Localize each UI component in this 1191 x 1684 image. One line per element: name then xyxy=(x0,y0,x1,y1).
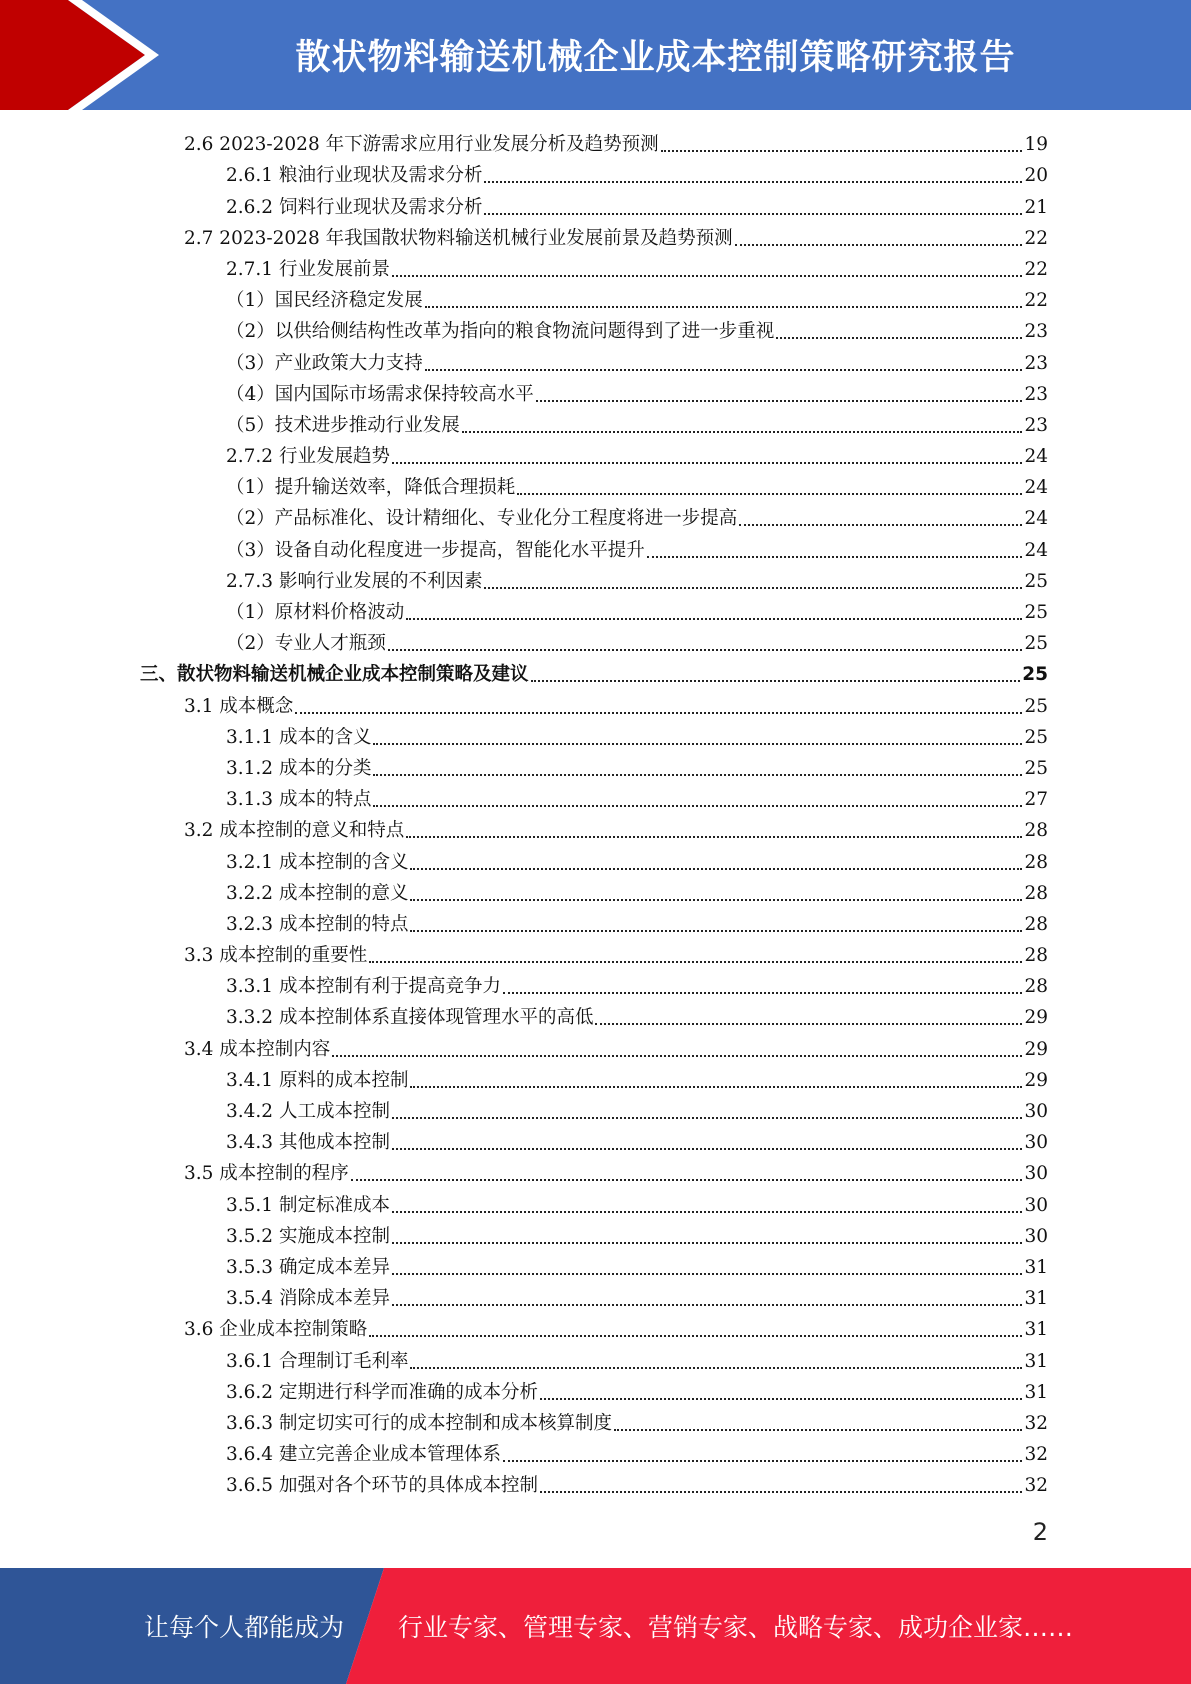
toc-entry[interactable] xyxy=(140,1093,1048,1124)
toc-entry-label: 3.6.1 合理制订毛利率 xyxy=(226,1350,409,1372)
toc-leader-dots xyxy=(484,181,1022,183)
toc-entry-label: 3.2.1 成本控制的含义 xyxy=(226,851,409,873)
toc-entry-page: 23 xyxy=(1024,352,1048,374)
toc-entry-label: （2）专业人才瓶颈 xyxy=(226,633,386,655)
toc-entry-label: 3.2.2 成本控制的意义 xyxy=(226,882,409,904)
toc-entry[interactable] xyxy=(140,188,1048,219)
toc-leader-dots xyxy=(410,1367,1022,1369)
toc-entry-label: 3.3.1 成本控制有利于提高竞争力 xyxy=(226,976,501,998)
toc-entry-label: 2.7.3 影响行业发展的不利因素 xyxy=(226,570,483,592)
toc-entry[interactable] xyxy=(140,812,1048,843)
toc-leader-dots xyxy=(462,431,1023,433)
toc-entry[interactable] xyxy=(140,625,1048,656)
toc-entry[interactable] xyxy=(140,407,1048,438)
page-header xyxy=(0,0,1191,110)
toc-entry-page: 24 xyxy=(1024,446,1048,468)
toc-entry[interactable] xyxy=(140,1218,1048,1249)
toc-entry-label: 3.6 企业成本控制策略 xyxy=(184,1319,368,1341)
toc-entry-label: 3.6.5 加强对各个环节的具体成本控制 xyxy=(226,1475,538,1497)
toc-leader-dots xyxy=(531,680,1021,682)
toc-leader-dots xyxy=(410,1086,1022,1088)
toc-entry-page: 23 xyxy=(1024,383,1048,405)
toc-entry[interactable] xyxy=(140,1467,1048,1498)
toc-entry-label: 3.4.1 原料的成本控制 xyxy=(226,1069,409,1091)
toc-entry-page: 31 xyxy=(1024,1288,1048,1310)
toc-entry[interactable] xyxy=(140,251,1048,282)
toc-entry[interactable] xyxy=(140,687,1048,718)
toc-entry-page: 25 xyxy=(1024,695,1048,717)
toc-entry-label: 3.2 成本控制的意义和特点 xyxy=(184,820,405,842)
toc-entry-label: （3）设备自动化程度进一步提高，智能化水平提升 xyxy=(226,539,645,561)
toc-entry-label: （1）提升输送效率，降低合理损耗 xyxy=(226,477,516,499)
toc-entry[interactable] xyxy=(140,1124,1048,1155)
toc-leader-dots xyxy=(351,1179,1023,1181)
toc-entry-page: 23 xyxy=(1024,321,1048,343)
toc-entry[interactable] xyxy=(140,1342,1048,1373)
toc-entry-label: 3.2.3 成本控制的特点 xyxy=(226,913,409,935)
toc-leader-dots xyxy=(406,836,1022,838)
toc-leader-dots xyxy=(425,306,1023,308)
toc-entry-page: 21 xyxy=(1024,196,1048,218)
toc-entry[interactable] xyxy=(140,1062,1048,1093)
toc-entry-page: 32 xyxy=(1024,1412,1048,1434)
toc-entry[interactable] xyxy=(140,1311,1048,1342)
toc-entry[interactable] xyxy=(140,313,1048,344)
toc-entry-page: 24 xyxy=(1024,477,1048,499)
toc-entry-label: （5）技术进步推动行业发展 xyxy=(226,414,460,436)
toc-entry[interactable] xyxy=(140,157,1048,188)
toc-entry[interactable] xyxy=(140,282,1048,313)
toc-leader-dots xyxy=(503,992,1022,994)
toc-entry-page: 28 xyxy=(1024,851,1048,873)
toc-leader-dots xyxy=(369,961,1022,963)
toc-leader-dots xyxy=(295,712,1022,714)
toc-leader-dots xyxy=(503,1460,1022,1462)
toc-entry-page: 28 xyxy=(1024,882,1048,904)
toc-entry-page: 22 xyxy=(1024,227,1048,249)
toc-leader-dots xyxy=(776,337,1022,339)
toc-entry-page: 22 xyxy=(1024,290,1048,312)
toc-entry-page: 25 xyxy=(1024,602,1048,623)
toc-entry-label: 3.1.3 成本的特点 xyxy=(226,789,372,811)
toc-entry[interactable] xyxy=(140,594,1048,625)
toc-entry-label: （2）产品标准化、设计精细化、专业化分工程度将进一步提高 xyxy=(226,508,738,530)
toc-entry[interactable] xyxy=(140,438,1048,469)
toc-entry-page: 29 xyxy=(1024,1007,1048,1029)
toc-entry[interactable] xyxy=(140,1186,1048,1217)
toc-entry-page: 25 xyxy=(1022,664,1048,686)
toc-entry-page: 25 xyxy=(1024,757,1048,779)
toc-entry-page: 25 xyxy=(1024,726,1048,748)
toc-leader-dots xyxy=(484,213,1022,215)
toc-leader-dots xyxy=(392,275,1022,277)
toc-entry-label: 3.3 成本控制的重要性 xyxy=(184,945,368,967)
toc-entry[interactable] xyxy=(140,376,1048,407)
toc-entry-label: 3.1 成本概念 xyxy=(184,695,294,717)
toc-leader-dots xyxy=(392,1273,1022,1275)
toc-leader-dots xyxy=(536,400,1023,402)
toc-entry[interactable] xyxy=(140,1374,1048,1405)
toc-entry-page: 28 xyxy=(1024,945,1048,967)
toc-entry-page: 29 xyxy=(1024,1069,1048,1091)
toc-entry-page: 22 xyxy=(1024,258,1048,280)
toc-leader-dots xyxy=(392,1148,1022,1150)
toc-leader-dots xyxy=(388,649,1023,651)
toc-entry-label: 2.7 2023-2028 年我国散状物料输送机械行业发展前景及趋势预测 xyxy=(184,227,733,249)
toc-entry[interactable] xyxy=(140,469,1048,500)
toc-entry-page: 30 xyxy=(1024,1163,1048,1185)
toc-entry-page: 28 xyxy=(1024,976,1048,998)
toc-leader-dots xyxy=(614,1429,1022,1431)
page-number: 2 xyxy=(1032,1518,1048,1546)
toc-entry-label: （1）原材料价格波动 xyxy=(226,602,405,623)
toc-entry-label: 2.6.2 饲料行业现状及需求分析 xyxy=(226,196,483,218)
toc-entry-label: 3.5.4 消除成本差异 xyxy=(226,1288,390,1310)
toc-entry-label: 3.5.1 制定标准成本 xyxy=(226,1194,390,1216)
toc-entry-label: 3.1.2 成本的分类 xyxy=(226,757,372,779)
toc-leader-dots xyxy=(373,743,1022,745)
toc-entry-label: 2.7.1 行业发展前景 xyxy=(226,258,390,280)
toc-leader-dots xyxy=(406,618,1022,620)
toc-entry[interactable] xyxy=(140,1030,1048,1061)
toc-leader-dots xyxy=(425,369,1023,371)
toc-leader-dots xyxy=(392,1304,1022,1306)
toc-leader-dots xyxy=(392,462,1022,464)
toc-entry-label: 3.1.1 成本的含义 xyxy=(226,726,372,748)
toc-entry[interactable] xyxy=(140,906,1048,937)
toc-entry-page: 29 xyxy=(1024,1038,1048,1060)
toc-entry[interactable] xyxy=(140,220,1048,251)
toc-entry[interactable] xyxy=(140,968,1048,999)
toc-entry[interactable] xyxy=(140,500,1048,531)
toc-entry-label: 3.6.2 定期进行科学而准确的成本分析 xyxy=(226,1381,538,1403)
toc-entry-page: 31 xyxy=(1024,1319,1048,1341)
toc-entry-label: 3.5.2 实施成本控制 xyxy=(226,1225,390,1247)
toc-leader-dots xyxy=(373,805,1022,807)
document-title: 散状物料输送机械企业成本控制策略研究报告 xyxy=(295,38,1016,78)
toc-entry[interactable] xyxy=(140,781,1048,812)
toc-leader-dots xyxy=(410,899,1022,901)
toc-entry-page: 25 xyxy=(1024,570,1048,592)
toc-entry-page: 28 xyxy=(1024,820,1048,842)
toc-leader-dots xyxy=(484,587,1022,589)
toc-entry-page: 32 xyxy=(1024,1475,1048,1497)
toc-entry-page: 25 xyxy=(1024,633,1048,655)
toc-entry-label: 2.6.1 粮油行业现状及需求分析 xyxy=(226,165,483,187)
toc-leader-dots xyxy=(392,1211,1022,1213)
toc-entry[interactable] xyxy=(140,1249,1048,1280)
toc-leader-dots xyxy=(392,1117,1022,1119)
toc-entry-page: 20 xyxy=(1024,165,1048,187)
toc-leader-dots xyxy=(410,930,1022,932)
toc-entry-page: 19 xyxy=(1024,134,1048,156)
page-footer xyxy=(0,1568,1191,1684)
toc-leader-dots xyxy=(332,1055,1022,1057)
toc-entry-label: 3.4 成本控制内容 xyxy=(184,1038,331,1060)
toc-entry-label: 3.4.3 其他成本控制 xyxy=(226,1132,390,1154)
toc-entry-page: 30 xyxy=(1024,1101,1048,1122)
footer-slogan-right: 行业专家、管理专家、营销专家、战略专家、成功企业家…… xyxy=(398,1613,1074,1642)
toc-entry-label: （1）国民经济稳定发展 xyxy=(226,290,423,312)
toc-entry[interactable] xyxy=(140,1155,1048,1186)
footer-slogan-left: 让每个人都能成为 xyxy=(144,1613,345,1642)
toc-leader-dots xyxy=(517,493,1022,495)
toc-entry[interactable] xyxy=(140,719,1048,750)
toc-leader-dots xyxy=(369,1335,1022,1337)
toc-entry[interactable] xyxy=(140,875,1048,906)
toc-entry[interactable] xyxy=(140,531,1048,562)
toc-entry-page: 23 xyxy=(1024,414,1048,436)
toc-leader-dots xyxy=(540,1398,1022,1400)
toc-entry[interactable] xyxy=(140,563,1048,594)
toc-entry-label: 3.6.3 制定切实可行的成本控制和成本核算制度 xyxy=(226,1412,612,1434)
toc-entry-page: 31 xyxy=(1024,1381,1048,1403)
toc-entry-page: 30 xyxy=(1024,1225,1048,1247)
table-of-contents xyxy=(140,126,1048,1498)
toc-leader-dots xyxy=(595,1023,1022,1025)
toc-entry[interactable] xyxy=(140,126,1048,157)
toc-entry-label: 3.6.4 建立完善企业成本管理体系 xyxy=(226,1444,501,1466)
toc-entry-label: 2.6 2023-2028 年下游需求应用行业发展分析及趋势预测 xyxy=(184,134,659,156)
toc-entry-label: （4）国内国际市场需求保持较高水平 xyxy=(226,383,534,405)
toc-leader-dots xyxy=(739,524,1022,526)
toc-entry-label: 3.5.3 确定成本差异 xyxy=(226,1256,390,1278)
toc-entry-label: （3）产业政策大力支持 xyxy=(226,352,423,374)
toc-leader-dots xyxy=(410,868,1022,870)
toc-entry[interactable] xyxy=(140,1436,1048,1467)
toc-leader-dots xyxy=(735,244,1023,246)
toc-entry-label: （2）以供给侧结构性改革为指向的粮食物流问题得到了进一步重视 xyxy=(226,321,775,343)
toc-leader-dots xyxy=(392,1242,1022,1244)
toc-entry-page: 27 xyxy=(1024,789,1048,811)
toc-leader-dots xyxy=(540,1491,1022,1493)
toc-entry[interactable] xyxy=(140,750,1048,781)
toc-entry-label: 三、散状物料输送机械企业成本控制策略及建议 xyxy=(140,664,529,686)
toc-leader-dots xyxy=(373,774,1022,776)
toc-entry-label: 3.3.2 成本控制体系直接体现管理水平的高低 xyxy=(226,1007,594,1029)
toc-entry[interactable] xyxy=(140,843,1048,874)
toc-entry-page: 30 xyxy=(1024,1194,1048,1216)
toc-entry[interactable] xyxy=(140,937,1048,968)
toc-entry-page: 31 xyxy=(1024,1256,1048,1278)
toc-entry-page: 30 xyxy=(1024,1132,1048,1154)
toc-entry-page: 32 xyxy=(1024,1444,1048,1466)
toc-entry[interactable] xyxy=(140,656,1048,687)
toc-entry-page: 28 xyxy=(1024,913,1048,935)
toc-entry-page: 24 xyxy=(1024,539,1048,561)
toc-entry-page: 24 xyxy=(1024,508,1048,530)
toc-leader-dots xyxy=(647,556,1023,558)
toc-entry[interactable] xyxy=(140,344,1048,375)
toc-entry[interactable] xyxy=(140,1405,1048,1436)
toc-entry-label: 3.5 成本控制的程序 xyxy=(184,1163,349,1185)
toc-entry-label: 3.4.2 人工成本控制 xyxy=(226,1101,390,1122)
toc-entry[interactable] xyxy=(140,1280,1048,1311)
toc-entry[interactable] xyxy=(140,999,1048,1030)
toc-entry-page: 31 xyxy=(1024,1350,1048,1372)
toc-leader-dots xyxy=(661,150,1023,152)
toc-entry-label: 2.7.2 行业发展趋势 xyxy=(226,446,390,468)
